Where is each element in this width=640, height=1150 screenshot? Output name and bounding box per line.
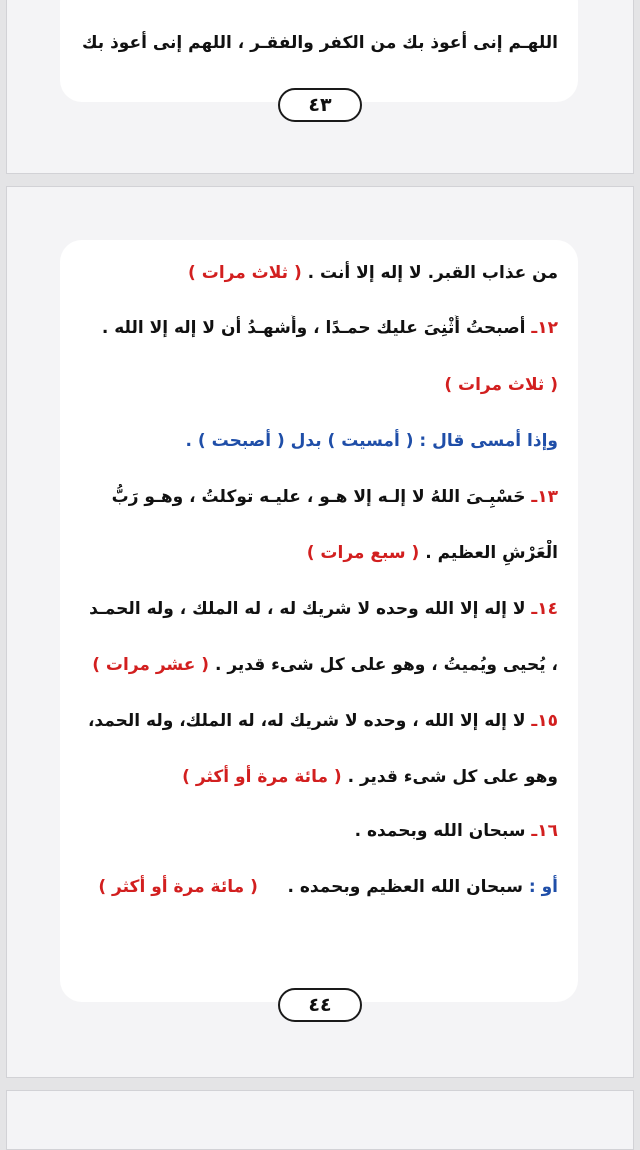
line-1-text: من عذاب القبر. لا إله إلا أنت . <box>307 263 558 283</box>
line-7-text: لا إله إلا الله وحده لا شريك له ، له الملك ، وله الحمـد <box>89 599 526 619</box>
text-line-8 <box>80 652 558 678</box>
text-line-12 <box>80 874 558 900</box>
next-page-sheet <box>6 1090 634 1150</box>
item-number-13: ١٣ـ <box>531 487 558 507</box>
line-6-text: الْعَرْشِ العظيم . <box>425 543 558 563</box>
text-line-7 <box>80 596 558 622</box>
text-line-11 <box>80 818 558 844</box>
repeat-note-seven-times: ( سبع مرات ) <box>306 543 420 563</box>
text-line-4 <box>80 428 558 454</box>
line-11-text: سبحان الله وبحمده . <box>354 821 526 841</box>
repeat-note-three-times: ( ثلاث مرات ) <box>188 263 302 283</box>
text-line-6 <box>80 540 558 566</box>
text-line-5 <box>80 484 558 510</box>
item-number-14: ١٤ـ <box>531 599 558 619</box>
page-number-43: ٤٣ <box>278 88 362 122</box>
line-9-text: لا إله إلا الله ، وحده لا شريك له، له الملك، وله الحمد، <box>87 711 526 731</box>
line-8-text: ، يُحيى ويُميتُ ، وهو على كل شىء قدير . <box>214 655 558 675</box>
item-number-12: ١٢ـ <box>531 318 558 338</box>
text-line-3 <box>80 372 558 398</box>
text-line-2 <box>80 315 558 341</box>
line-2-text: أصبحتُ أُثْنِىَ عليك حمـدًا ، وأَشهـدُ أن لا إله إلا الله . <box>101 318 526 338</box>
line-12-text: سبحان الله العظيم وبحمده . <box>287 877 523 897</box>
text-line-9 <box>80 708 558 734</box>
text-line-1 <box>80 260 558 286</box>
line-5-text: حَسْبِـىَ اللهُ لا إلـه إلا هـو ، عليـه توكلتُ ، وهـو رَبُّ <box>111 487 526 507</box>
page-number-44: ٤٤ <box>278 988 362 1022</box>
item-number-16: ١٦ـ <box>531 821 558 841</box>
repeat-note-hundred-times: ( مائة مرة أو أكثر ) <box>182 767 342 787</box>
repeat-note-ten-times: ( عشر مرات ) <box>92 655 210 675</box>
alternative-prefix: أو : <box>528 877 558 897</box>
text-line-10 <box>80 764 558 790</box>
previous-page-card <box>60 0 578 102</box>
previous-page-last-line: اللهـم إنى أعوذ بك من الكفر والفقـر ، اللهم إنى أعوذ بك <box>81 33 558 53</box>
evening-variant-note: وإذا أمسى قال : ( أمسيت ) بدل ( أصبحت ) . <box>185 431 558 451</box>
repeat-note-three-times-2: ( ثلاث مرات ) <box>444 375 558 395</box>
line-10-text: وهو على كل شىء قدير . <box>347 767 558 787</box>
repeat-note-hundred-times-2: ( مائة مرة أو أكثر ) <box>98 877 258 897</box>
item-number-15: ١٥ـ <box>531 711 558 731</box>
